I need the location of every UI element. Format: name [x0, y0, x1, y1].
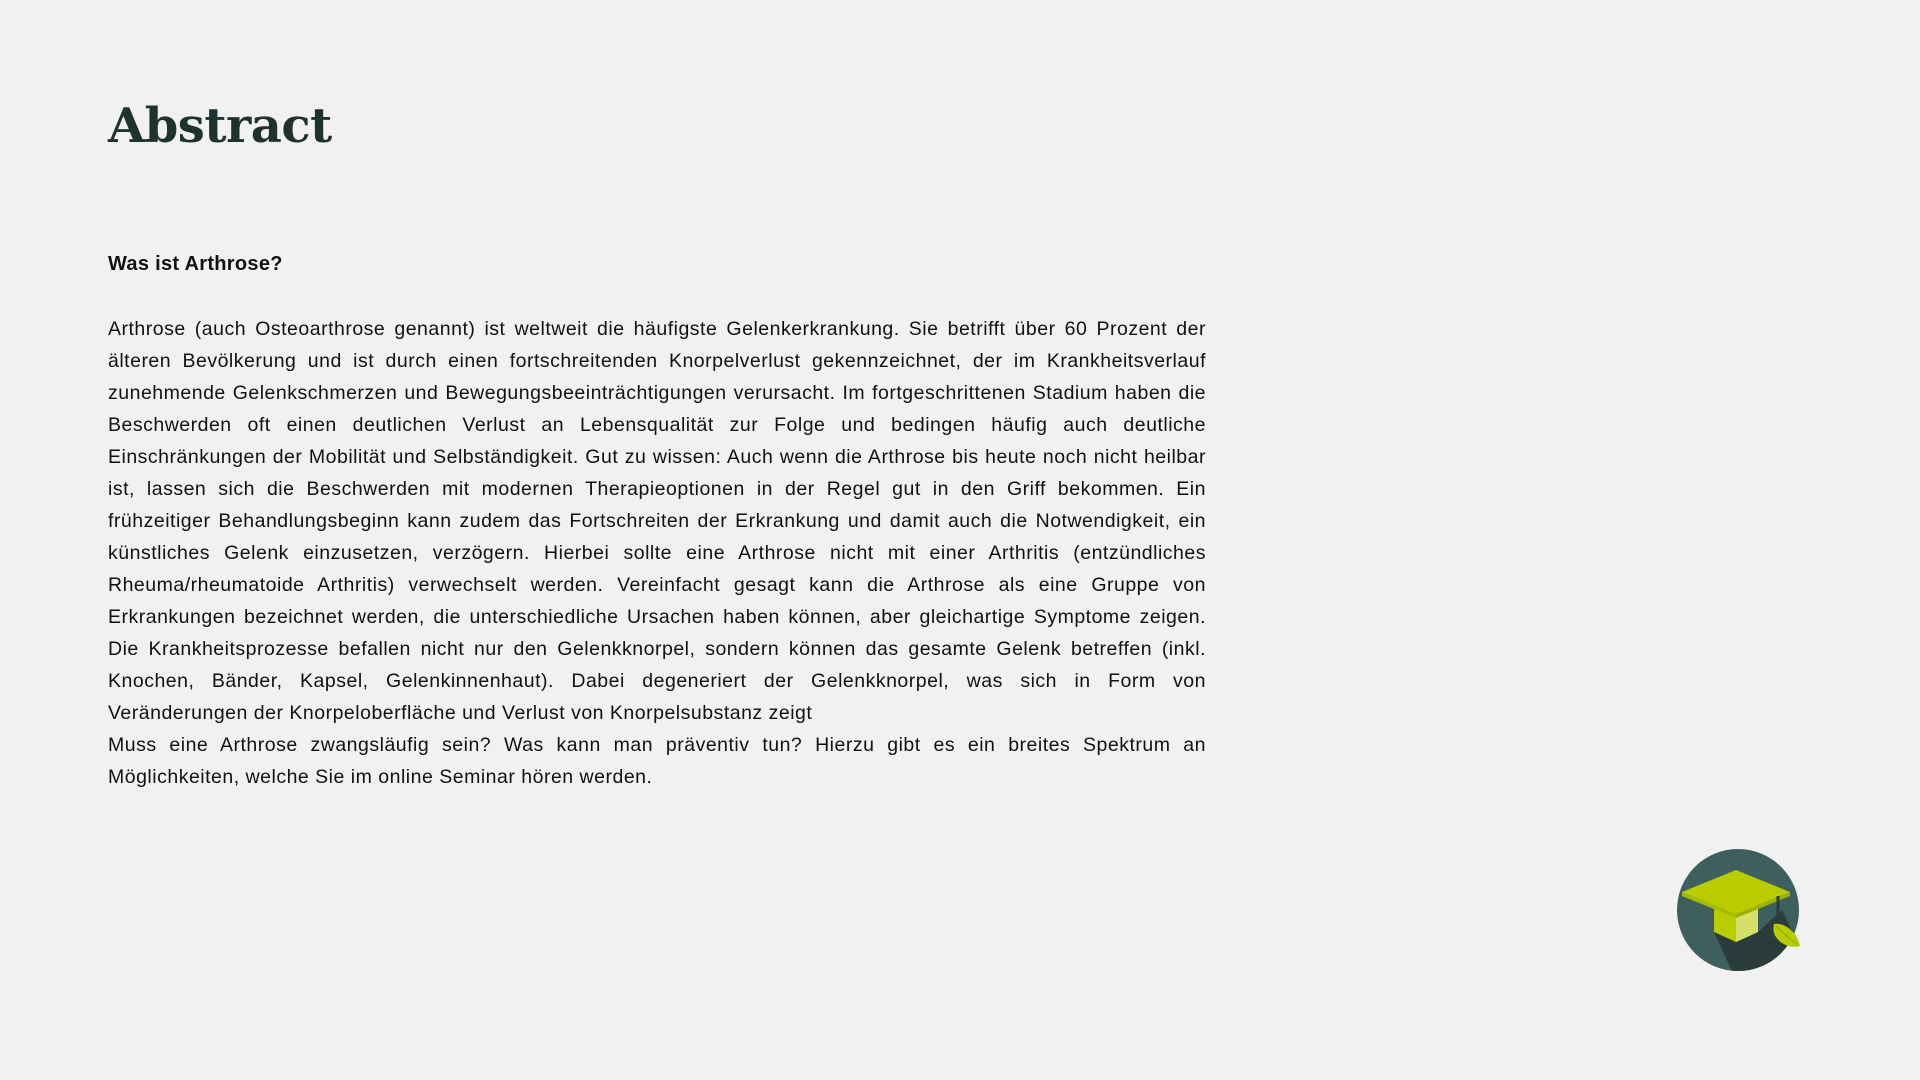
abstract-paragraph: Muss eine Arthrose zwangsläufig sein? Was kann man präventiv tun? Hierzu gibt es ein breites Spektrum an Möglichkeiten, welche Sie im online Seminar hören werden.	[108, 734, 1206, 788]
graduation-cap-leaf-icon	[1674, 846, 1814, 976]
abstract-paragraph: Arthrose (auch Osteoarthrose genannt) ist weltweit die häufigste Gelenkerkrankung. Sie betrifft über 60 Prozent der älteren Bevölkerung und ist durch einen fortschreitenden Knorpelverlust gekennzeichnet, der im Krankheitsverlauf zunehmende Gelenkschmerzen und Bewegungsbeeinträchtigungen verursacht. Im fortgeschrittenen Stadium haben die Beschwerden oft einen deutlichen Verlust an Lebensqualität zur Folge und bedingen häufig auch deutliche Einschränkungen der Mobilität und Selbständigkeit. Gut zu wissen: Auch wenn die Arthrose bis heute noch nicht heilbar ist, lassen sich die Beschwerden mit modernen Therapieoptionen in der Regel gut in den Griff bekommen. Ein frühzeitiger Behandlungsbeginn kann zudem das Fortschreiten der Erkrankung und damit auch die Notwendigkeit, ein künstliches Gelenk einzusetzen, verzögern. Hierbei sollte eine Arthrose nicht mit einer Arthritis (entzündliches Rheuma/rheumatoide Arthritis) verwechselt werden. Vereinfacht gesagt kann die Arthrose als eine Gruppe von Erkrankungen bezeichnet werden, die unterschiedliche Ursachen haben können, aber gleichartige Symptome zeigen. Die Krankheitsprozesse befallen nicht nur den Gelenkknorpel, sondern können das gesamte Gelenk betreffen (inkl. Knochen, Bänder, Kapsel, Gelenkinnenhaut). Dabei degeneriert der Gelenkknorpel, was sich in Form von Veränderungen der Knorpeloberfläche und Verlust von Knorpelsubstanz zeigt	[108, 318, 1206, 724]
logo	[1674, 846, 1814, 976]
abstract-section	[108, 250, 1206, 793]
section-heading: Was ist Arthrose?	[108, 253, 283, 275]
page-title: Abstract	[108, 98, 332, 154]
